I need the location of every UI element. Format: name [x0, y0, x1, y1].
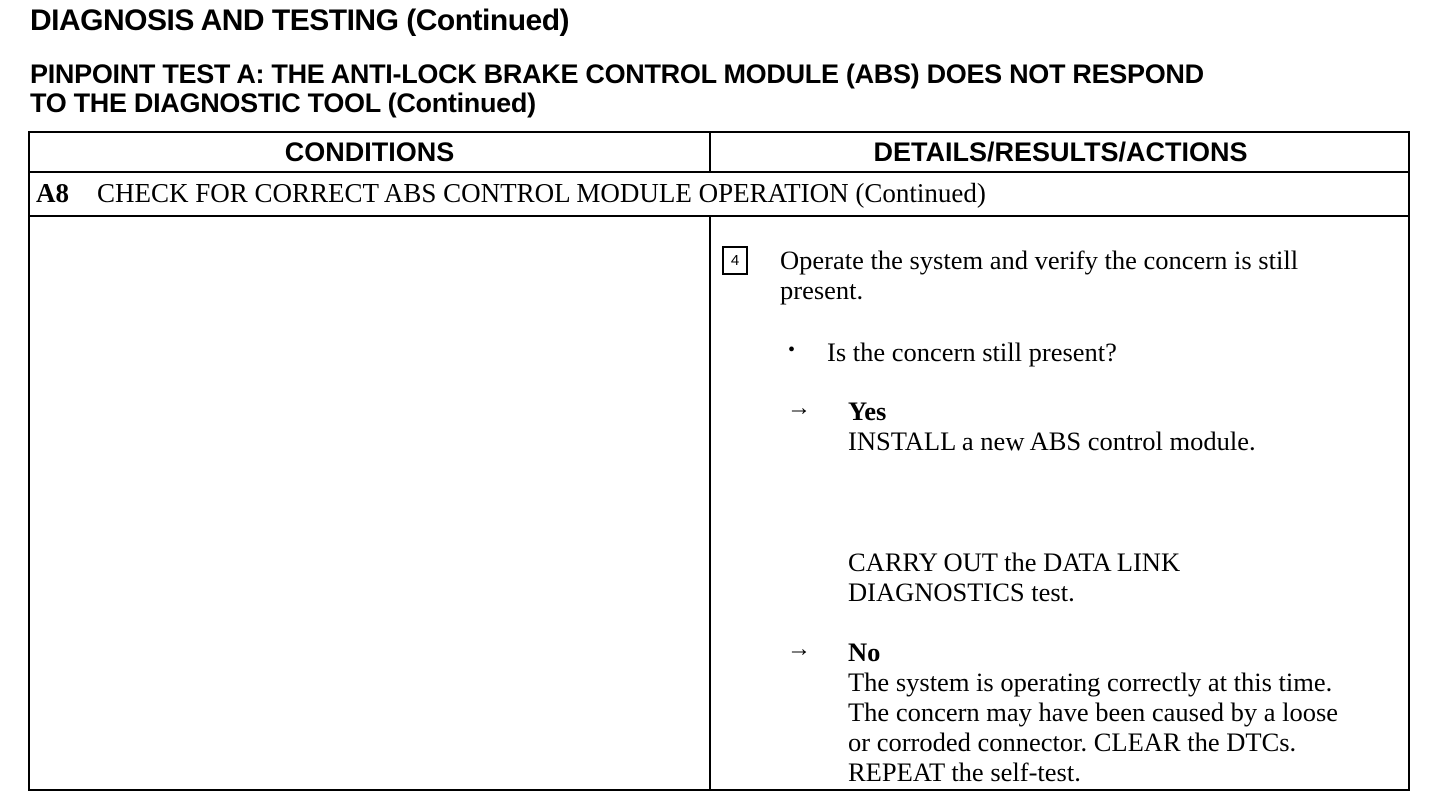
pinpoint-test-table — [28, 131, 1410, 791]
body-column-divider — [709, 215, 711, 789]
yes-result — [848, 396, 1256, 456]
conditions-column-header: CONDITIONS — [284, 137, 455, 167]
no-arrow-icon: → — [787, 636, 811, 662]
no-line-1: The system is operating correctly at this time. — [848, 667, 1333, 697]
instruction-line-1: Operate the system and verify the concern is still — [780, 245, 1299, 275]
yes-arrow-icon: → — [787, 395, 811, 421]
yes-label: Yes — [848, 396, 887, 426]
instruction-text — [780, 245, 1298, 305]
question-text: Is the concern still present? — [827, 337, 1117, 367]
step-id: A8 — [36, 178, 69, 208]
details-column-header: DETAILS/RESULTS/ACTIONS — [873, 137, 1248, 167]
step-row-divider — [30, 215, 1408, 217]
no-label: No — [848, 637, 881, 667]
step-row — [36, 178, 986, 209]
substep-number-box: 4 — [722, 246, 748, 275]
step-title: CHECK FOR CORRECT ABS CONTROL MODULE OPERATION (Continued) — [97, 178, 986, 208]
bullet-icon: • — [788, 339, 796, 361]
test-title-line-1: PINPOINT TEST A: THE ANTI-LOCK BRAKE CONTROL MODULE (ABS) DOES NOT RESPOND — [30, 59, 1204, 89]
section-title: DIAGNOSIS AND TESTING (Continued) — [30, 4, 570, 37]
no-line-3: or corroded connector. CLEAR the DTCs. — [848, 727, 1297, 757]
pinpoint-test-title — [30, 60, 1204, 118]
no-line-4: REPEAT the self-test. — [848, 757, 1081, 787]
yes-followup — [848, 547, 1180, 607]
yes-followup-line-2: DIAGNOSTICS test. — [848, 577, 1075, 607]
no-result — [848, 637, 1338, 787]
no-line-2: The concern may have been caused by a loose — [848, 697, 1339, 727]
test-title-line-2: TO THE DIAGNOSTIC TOOL (Continued) — [30, 88, 536, 118]
yes-action: INSTALL a new ABS control module. — [848, 426, 1256, 456]
instruction-line-2: present. — [780, 275, 864, 305]
yes-followup-line-1: CARRY OUT the DATA LINK — [848, 547, 1181, 577]
header-row-divider — [30, 171, 1408, 173]
